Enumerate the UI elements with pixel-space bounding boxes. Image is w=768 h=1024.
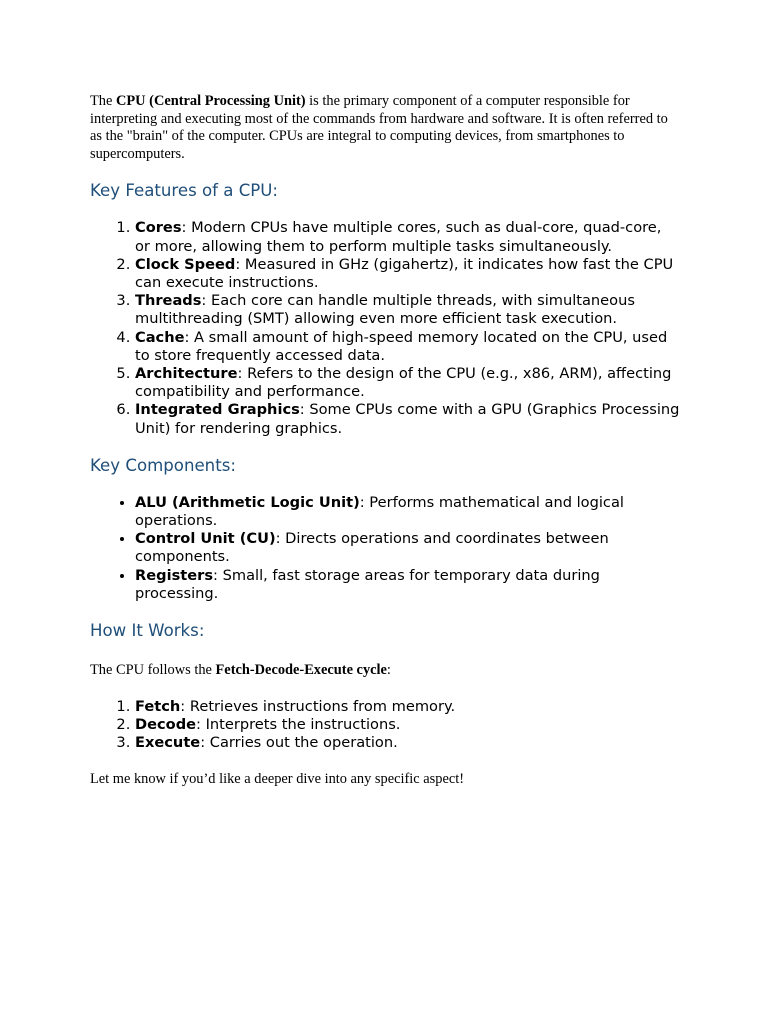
feature-term: Clock Speed [135,255,236,273]
feature-term: Threads [135,292,202,310]
features-list [90,219,680,437]
cycle-text: : Retrieves instructions from memory. [180,697,456,715]
feature-term: Cores [135,219,182,237]
component-text: : Small, fast storage areas for temporary data during processing. [135,566,600,602]
how-prefix: The CPU follows the [90,662,216,679]
list-item [135,219,680,255]
how-heading: How It Works: [90,621,205,641]
list-item [135,716,680,734]
feature-text: : Modern CPUs have multiple cores, such as dual-core, quad-core, or more, allowing them to perform multiple tasks simultaneously. [135,219,662,255]
feature-text: : Measured in GHz (gigahertz), it indicates how fast the CPU can execute instructions. [135,255,674,291]
component-text: : Directs operations and coordinates between components. [135,530,609,566]
list-item [135,494,680,530]
closing-paragraph: Let me know if you’d like a deeper dive into any specific aspect! [90,771,465,788]
how-paragraph [90,662,680,680]
component-term: Registers [135,566,214,584]
cycle-list [90,698,680,753]
component-term: Control Unit (CU) [135,530,276,548]
list-item [135,698,680,716]
cycle-term: Fetch [135,697,181,715]
components-list [90,494,680,603]
cycle-term: Decode [135,715,197,733]
list-item [135,329,680,365]
cycle-term: Execute [135,734,201,752]
how-bold-term: Fetch-Decode-Execute cycle [215,662,387,679]
cycle-text: : Interprets the instructions. [196,715,401,733]
feature-text: : A small amount of high-speed memory located on the CPU, used to store frequently accessed data. [135,328,668,364]
list-item [135,365,680,401]
feature-text: : Each core can handle multiple threads, with simultaneous multithreading (SMT) allowing even more efficient task execution. [135,292,635,328]
intro-suffix: is the primary component of a computer responsible for interpreting and executing most of the commands from hardware and software. It is often referred to as the "brain" of the computer. CPUs are integral to computing devices, from smartphones to supercomputers. [90,93,668,162]
list-item [135,567,680,603]
feature-text: : Some CPUs come with a GPU (Graphics Processing Unit) for rendering graphics. [135,401,680,437]
feature-term: Architecture [135,365,238,382]
intro-paragraph [90,93,680,163]
feature-term: Cache [135,328,185,346]
list-item [135,734,680,752]
components-heading: Key Components: [90,455,236,475]
cycle-text: : Carries out the operation. [200,734,398,752]
list-item [135,530,680,566]
list-item [135,401,680,437]
list-item [135,256,680,292]
how-suffix: : [386,662,391,679]
component-text: : Performs mathematical and logical operations. [135,493,624,530]
document-body [90,93,680,789]
intro-prefix: The [90,93,116,109]
features-heading: Key Features of a CPU: [90,181,279,201]
feature-text: : Refers to the design of the CPU (e.g., x86, ARM), affecting compatibility and performance. [135,365,672,401]
feature-term: Integrated Graphics [135,401,300,419]
component-term: ALU (Arithmetic Logic Unit) [135,493,360,511]
intro-bold-term: CPU (Central Processing Unit) [115,93,306,109]
list-item [135,292,680,328]
